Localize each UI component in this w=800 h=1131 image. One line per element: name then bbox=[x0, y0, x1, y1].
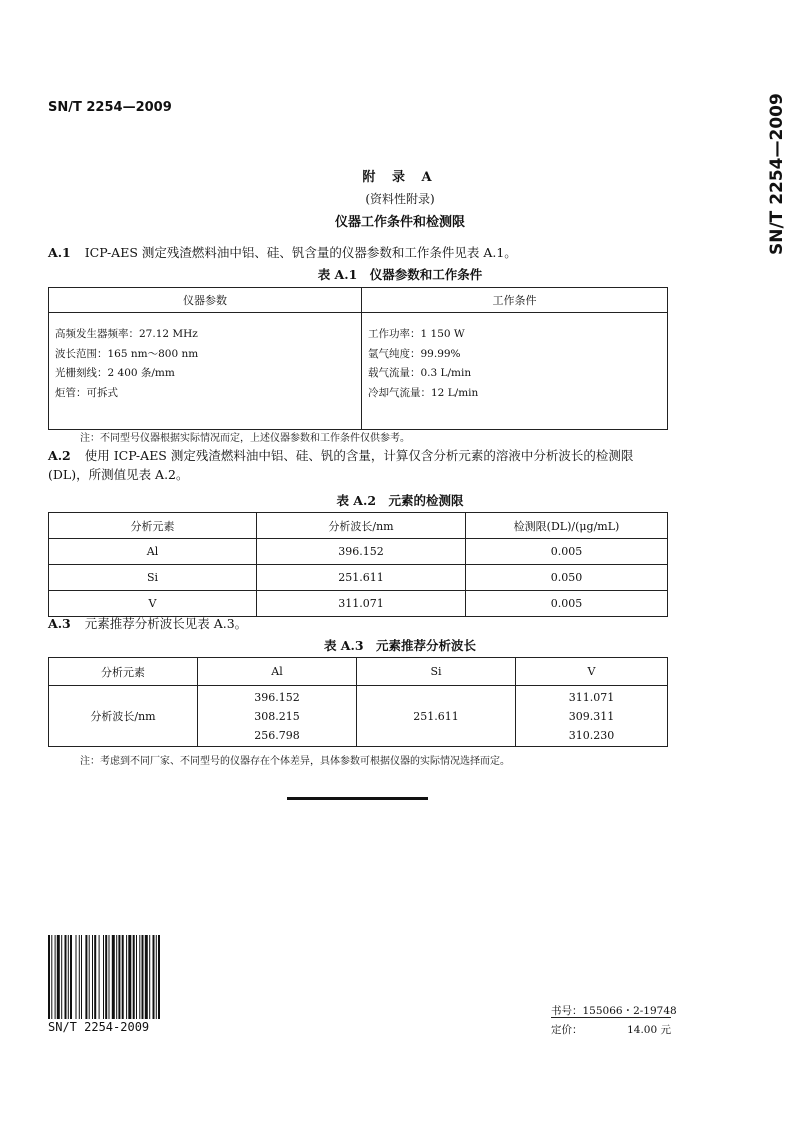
table3-al-value: 256.798 bbox=[254, 728, 300, 742]
footer-divider bbox=[551, 1017, 671, 1018]
table1-header-conditions: 工作条件 bbox=[362, 288, 668, 313]
table3-header: Si bbox=[357, 658, 516, 686]
table3-caption: 表 A.3 元素推荐分析波长 bbox=[323, 638, 477, 653]
table2-header: 检测限(DL)/(μg/mL) bbox=[466, 513, 668, 539]
table2-cell: Si bbox=[49, 565, 257, 591]
table1-params-cell bbox=[49, 313, 362, 430]
annex-heading: 仪器工作条件和检测限 bbox=[334, 215, 465, 230]
table3-si-value: 251.611 bbox=[413, 709, 459, 723]
barcode-bar bbox=[136, 935, 137, 1019]
table3-v-value: 311.071 bbox=[568, 690, 615, 704]
table-row bbox=[49, 591, 668, 617]
table2-header: 分析波长/nm bbox=[257, 513, 466, 539]
table1-condition: 载气流量：0.3 L/min bbox=[368, 367, 472, 379]
table1-param: 光栅刻线：2 400 条/mm bbox=[55, 367, 175, 379]
table1-param: 炬管：可拆式 bbox=[55, 386, 118, 399]
table3-si-cell bbox=[357, 686, 516, 747]
barcode-bar bbox=[61, 935, 62, 1019]
table3-v-value: 310.230 bbox=[568, 728, 615, 742]
table2-cell: 311.071 bbox=[257, 591, 466, 617]
barcode-bar bbox=[118, 935, 120, 1019]
table1-param: 波长范围：165 nm～800 nm bbox=[55, 347, 199, 360]
section-a1 bbox=[48, 243, 708, 262]
price-label: 定价： bbox=[551, 1024, 583, 1036]
table2 bbox=[48, 512, 668, 617]
table1-caption: 表 A.1 仪器参数和工作条件 bbox=[317, 267, 483, 282]
barcode-bar bbox=[76, 935, 77, 1019]
barcode-bar bbox=[103, 935, 104, 1019]
table2-cell: Al bbox=[49, 539, 257, 565]
book-number: 书号：155066・2-19748 bbox=[551, 1005, 677, 1017]
table1-condition: 冷却气流量：12 L/min bbox=[368, 386, 479, 399]
barcode-bar bbox=[57, 935, 60, 1019]
barcode-bar bbox=[51, 935, 52, 1019]
barcode-bar bbox=[126, 935, 127, 1019]
barcode-bar bbox=[89, 935, 90, 1019]
page-header-std-id: SN/T 2254—2009 bbox=[48, 100, 172, 115]
barcode-bar bbox=[145, 935, 148, 1019]
barcode-bar bbox=[133, 935, 135, 1019]
table3-header: 分析元素 bbox=[49, 658, 198, 686]
annex-title: 附 录 A bbox=[362, 170, 438, 185]
section-a3-num: A.3 bbox=[48, 616, 71, 631]
table1-conditions-cell bbox=[362, 313, 668, 430]
barcode-bar bbox=[65, 935, 67, 1019]
barcode-bar bbox=[142, 935, 144, 1019]
barcode-icon bbox=[48, 935, 203, 1019]
barcode-bar bbox=[70, 935, 72, 1019]
barcode-bar bbox=[94, 935, 96, 1019]
barcode-bar bbox=[149, 935, 150, 1019]
barcode-bar bbox=[92, 935, 93, 1019]
price-value: 14.00 元 bbox=[627, 1024, 671, 1036]
end-rule bbox=[287, 797, 428, 800]
barcode-bar bbox=[109, 935, 110, 1019]
annex-subtitle: (资料性附录) bbox=[365, 192, 435, 206]
barcode-bar bbox=[79, 935, 80, 1019]
barcode-bar bbox=[112, 935, 115, 1019]
barcode-bar bbox=[85, 935, 87, 1019]
barcode-bar bbox=[81, 935, 82, 1019]
barcode-bar bbox=[68, 935, 69, 1019]
section-a2-text: 使用 ICP-AES 测定残渣燃料油中铝、硅、钒的含量，计算仅含分析元素的溶液中分析波长的检测限(DL)，所测值见表 A.2。 bbox=[48, 448, 634, 482]
table1-condition: 工作功率：1 150 W bbox=[368, 328, 465, 340]
table3-note: 注：考虑到不同厂家、不同型号的仪器存在个体差异，具体参数可根据仪器的实际情况选择而定。 bbox=[80, 756, 510, 767]
section-a2-num: A.2 bbox=[48, 448, 71, 463]
barcode-bar bbox=[105, 935, 107, 1019]
table3-row-label: 分析波长/nm bbox=[49, 686, 198, 747]
barcode-bar bbox=[128, 935, 131, 1019]
table3-header: V bbox=[516, 658, 668, 686]
table2-header: 分析元素 bbox=[49, 513, 257, 539]
table2-cell: 0.005 bbox=[466, 591, 668, 617]
price bbox=[551, 1022, 671, 1037]
table2-cell: 0.005 bbox=[466, 539, 668, 565]
table3-al-value: 308.215 bbox=[254, 709, 300, 723]
table2-cell: 0.050 bbox=[466, 565, 668, 591]
table2-cell: 396.152 bbox=[257, 539, 466, 565]
table2-cell: 251.611 bbox=[257, 565, 466, 591]
section-a2 bbox=[48, 446, 672, 484]
table1-header-params: 仪器参数 bbox=[49, 288, 362, 313]
table3-v-value: 309.311 bbox=[568, 709, 615, 723]
table1-condition: 氩气纯度：99.99% bbox=[368, 347, 461, 360]
table3 bbox=[48, 657, 668, 747]
barcode-bar bbox=[153, 935, 155, 1019]
barcode-bar bbox=[139, 935, 140, 1019]
table1 bbox=[48, 287, 668, 430]
barcode-text: SN/T 2254-2009 bbox=[48, 1020, 150, 1034]
table2-caption: 表 A.2 元素的检测限 bbox=[336, 493, 464, 508]
barcode-bar bbox=[158, 935, 160, 1019]
barcode-bar bbox=[122, 935, 124, 1019]
section-a3 bbox=[48, 614, 708, 633]
barcode-bar bbox=[116, 935, 117, 1019]
table3-al-value: 396.152 bbox=[254, 690, 300, 704]
table-row bbox=[49, 565, 668, 591]
barcode-bar bbox=[156, 935, 157, 1019]
barcode-bar bbox=[48, 935, 50, 1019]
table3-al-cell bbox=[198, 686, 357, 747]
side-std-id: SN/T 2254—2009 bbox=[767, 93, 787, 255]
barcode-bar bbox=[99, 935, 100, 1019]
section-a3-text: 元素推荐分析波长见表 A.3。 bbox=[84, 616, 248, 631]
table-row bbox=[49, 686, 668, 747]
table1-note: 注：不同型号仪器根据实际情况而定，上述仪器参数和工作条件仅供参考。 bbox=[80, 433, 410, 444]
table3-header: Al bbox=[198, 658, 357, 686]
table3-v-cell bbox=[516, 686, 668, 747]
table1-param: 高频发生器频率：27.12 MHz bbox=[55, 328, 198, 340]
barcode-bar bbox=[55, 935, 56, 1019]
section-a1-text: ICP-AES 测定残渣燃料油中铝、硅、钒含量的仪器参数和工作条件见表 A.1。 bbox=[84, 245, 517, 260]
section-a1-num: A.1 bbox=[48, 245, 71, 260]
table2-cell: V bbox=[49, 591, 257, 617]
table-row bbox=[49, 539, 668, 565]
